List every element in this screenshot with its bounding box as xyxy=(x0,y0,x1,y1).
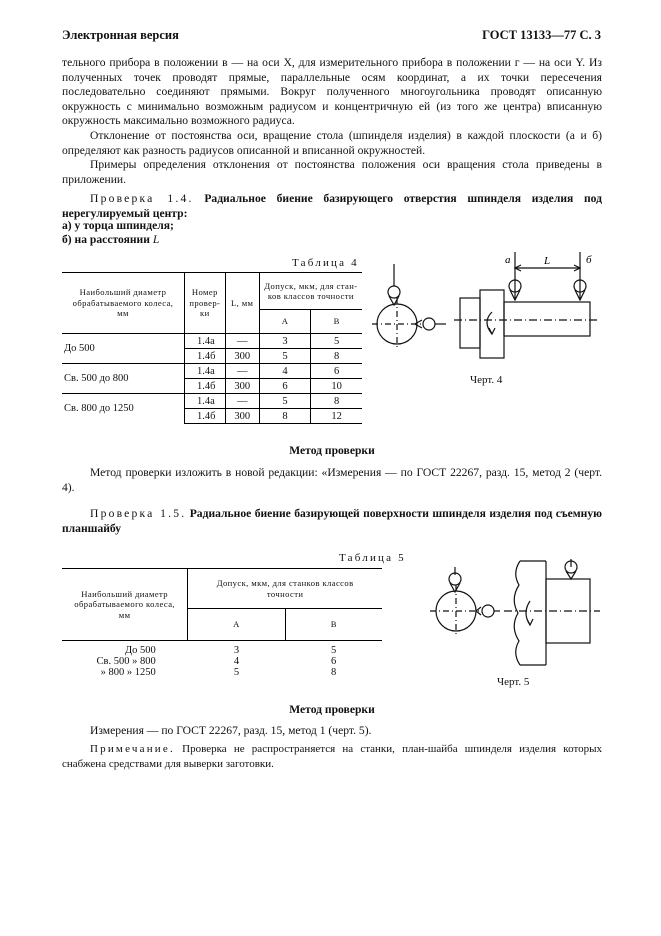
table-4-cell: 300 xyxy=(225,379,259,394)
note xyxy=(62,742,602,771)
table-4-header-diameter: Наибольший диаметр обрабатываемого колеса, мм xyxy=(62,273,185,334)
table-5-cell: » 800 » 1250 xyxy=(100,667,156,678)
header-right: ГОСТ 13133—77 С. 3 xyxy=(482,28,601,42)
table-5-header-tolerance: Допуск, мкм, для станков классов точности xyxy=(188,569,382,609)
check-1-4-item-a xyxy=(62,219,602,234)
method-1-heading: Метод проверки xyxy=(289,444,375,457)
table-4-row xyxy=(62,364,362,379)
table-4-cell: 5 xyxy=(259,349,311,364)
table-4-cell: 1.4а xyxy=(185,394,226,409)
table-4-cell: 300 xyxy=(225,409,259,424)
method-1-text: Метод проверки изложить в новой редакции: «Измерения — по ГОСТ 22267, разд. 15, метод 2 (черт. 4). xyxy=(62,466,602,494)
header-left: Электронная версия xyxy=(62,28,179,42)
table-4-cell: 1.4а xyxy=(185,334,226,349)
table-4-cell: 10 xyxy=(311,379,362,394)
table-4-cell: 6 xyxy=(259,379,311,394)
table-4-group-label: Св. 500 до 800 xyxy=(62,364,185,394)
table-4-cell: 5 xyxy=(259,394,311,409)
note-text: Проверка не распространяется на станки, план-шайба шпинделя изделия которых снабжена средствами для выверки заготовки. xyxy=(62,743,603,770)
table-4-cell: 1.4б xyxy=(185,349,226,364)
figure-4-caption: Черт. 4 xyxy=(470,374,503,386)
table-4-cell: 8 xyxy=(311,349,362,364)
figure-5-caption: Черт. 5 xyxy=(497,676,530,688)
check-1-4-heading xyxy=(62,192,602,221)
table-4-cell: 5 xyxy=(311,334,362,349)
table-5-cell: 3 xyxy=(233,645,240,656)
table-5-cell: 4 xyxy=(233,656,240,667)
check-1-4-prefix: Проверка 1.4. xyxy=(90,192,194,205)
label-L: L xyxy=(544,255,551,267)
table-4-cell: — xyxy=(225,364,259,379)
table-4 xyxy=(62,272,362,424)
method-2-text: Измерения — по ГОСТ 22267, разд. 15, метод 1 (черт. 5). xyxy=(90,724,372,737)
check-1-5-prefix: Проверка 1.5. xyxy=(90,507,187,520)
dial-indicator-left-top xyxy=(388,286,400,298)
spindle-housing xyxy=(480,290,504,358)
dial-indicator-side xyxy=(482,605,494,617)
table-5-cell: 5 xyxy=(233,667,240,678)
table-4-cell: 1.4б xyxy=(185,409,226,424)
check-1-5-heading xyxy=(62,507,602,536)
rotation-arrow-head xyxy=(527,619,533,625)
table-4-cell: 3 xyxy=(259,334,311,349)
table-4-cell: 1.4а xyxy=(185,364,226,379)
table-4-row xyxy=(62,334,362,349)
table-4-group-label: До 500 xyxy=(62,334,185,364)
item-b-variable: L xyxy=(152,233,160,246)
method-2-heading: Метод проверки xyxy=(289,703,375,716)
item-b-text: б) на расстоянии xyxy=(62,233,150,246)
table-4-cell: — xyxy=(225,334,259,349)
table-5-cell: 8 xyxy=(330,667,337,678)
table-4-caption: Таблица 4 xyxy=(292,257,359,269)
table-4-cell: 300 xyxy=(225,349,259,364)
rotation-arrow-head xyxy=(489,328,495,334)
label-b: б xyxy=(586,254,592,266)
table-5-cell: Св. 500 » 800 xyxy=(96,656,156,667)
check-1-5-title: Радиальное биение базирующей поверхности шпинделя изделия под съемную планшайбу xyxy=(62,507,603,535)
table-4-cell: — xyxy=(225,394,259,409)
check-1-4-title: Радиальное биение базирующего отверстия шпинделя изделия под нерегулируемый центр: xyxy=(62,192,602,220)
table-5-caption: Таблица 5 xyxy=(339,552,406,564)
table-4-cell: 8 xyxy=(259,409,311,424)
table-5-header-class-b: В xyxy=(330,619,337,630)
paragraph-2: Отклонение от постоянства оси, вращение стола (шпинделя изделия) в каждой плоскости (а и б) определяют как разность радиусов описанной и вписанной окружностей. xyxy=(62,129,602,157)
spindle-flange xyxy=(460,298,480,348)
table-5 xyxy=(62,568,382,678)
figure-5 xyxy=(424,553,604,671)
table-4-cell: 12 xyxy=(311,409,362,424)
dial-indicator-left-side xyxy=(423,318,435,330)
table-5-cell: До 500 xyxy=(124,645,156,656)
table-4-cell: 4 xyxy=(259,364,311,379)
rotation-arrow xyxy=(487,312,492,334)
table-5-header-class-a: А xyxy=(188,609,285,641)
table-4-header-L: L, мм xyxy=(225,273,259,334)
table-5-cell: 5 xyxy=(330,645,337,656)
table-4-header-class-a: А xyxy=(259,310,311,334)
table-4-cell: 1.4б xyxy=(185,379,226,394)
test-mandrel xyxy=(504,302,590,336)
table-4-header-class-b: В xyxy=(333,316,340,327)
table-5-row xyxy=(62,656,382,667)
table-4-cell: 8 xyxy=(311,394,362,409)
table-4-header-tolerance: Допуск, мкм, для стан- ков классов точности xyxy=(259,273,362,310)
table-5-cell: 6 xyxy=(330,656,337,667)
table-5-row xyxy=(62,641,382,657)
table-4-row xyxy=(62,394,362,409)
table-5-header-diameter: Наибольший диаметр обрабатываемого колеса, мм xyxy=(62,569,188,641)
table-5-row xyxy=(62,667,382,678)
check-1-4-item-b xyxy=(62,233,602,248)
item-a-text: а) у торца шпинделя; xyxy=(62,219,174,232)
table-4-cell: 6 xyxy=(311,364,362,379)
note-label: Примечание. xyxy=(90,743,175,755)
paragraph-3: Примеры определения отклонения от постоянства положения оси вращения стола приведены в приложении. xyxy=(62,158,602,186)
table-4-group-label: Св. 800 до 1250 xyxy=(62,394,185,424)
break-line xyxy=(514,561,520,665)
label-a: а xyxy=(505,254,511,266)
paragraph-1: тельного прибора в положении в — на оси X, для измерительного прибора в положении г — на оси Y. Из полученных точек проводят прямые, параллельные осям координат, а их точки пересечения последовательно соединяют прямыми. Вокруг полученного многоугольника проводят описанную окружность с минимально возможным радиусом и концентричную ей (из того же центра) вписанную окружность максимально возможного радиуса. xyxy=(62,56,602,128)
figure-4 xyxy=(368,250,608,370)
table-4-header-number: Номер провер- ки xyxy=(185,273,226,334)
